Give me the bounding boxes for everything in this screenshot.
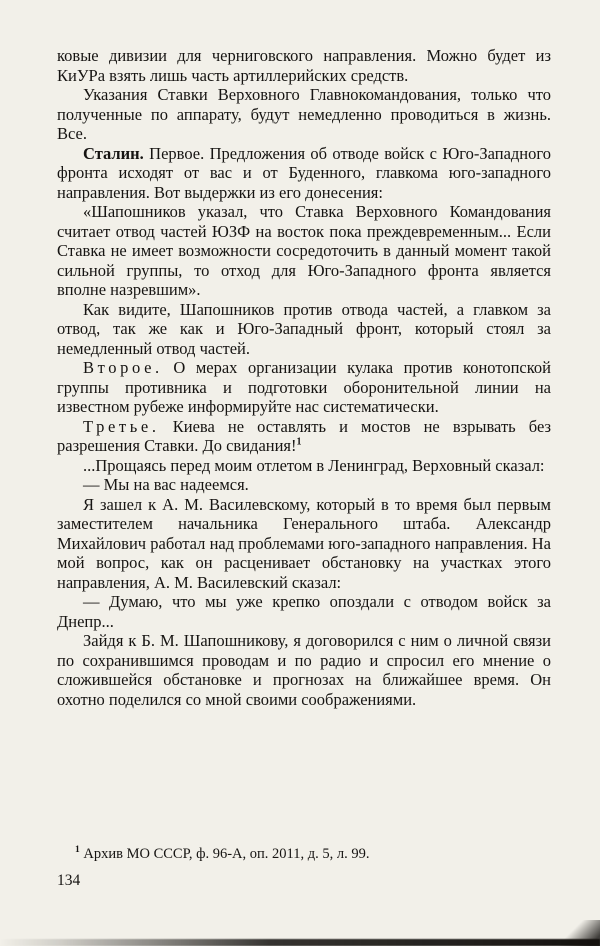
paragraph-text: О мерах организации кулака против конотопской группы противника и подготовки оборонительной линии на известном рубеже информируйте нас систематически. xyxy=(57,358,552,416)
paragraph-dialogue xyxy=(57,475,551,495)
paragraph-dialogue xyxy=(57,592,551,631)
emphasized-lead: Второе. xyxy=(83,358,163,377)
paragraph-text: «Шапошников указал, что Ставка Верховного Командования считает отвод частей ЮЗФ на восток пока преждевременным... Если Ставка не имеет возможности сосредоточить в данный момент такой сильной группы, то отход для Юго-Западного фронта является вполне назревшим». xyxy=(57,202,551,299)
paragraph-text: ...Прощаясь перед моим отлетом в Ленинград, Верховный сказал: xyxy=(83,455,545,475)
page-number: 134 xyxy=(57,872,81,889)
paragraph xyxy=(57,358,551,417)
paragraph-text: Я зашел к А. М. Василевскому, который в то время был первым заместителем начальника Генерального штаба. Александр Михайлович работал над проблемами юго-западного направления. На мой вопрос, как он расценивает обстановку на участках этого направления, А. М. Василевский сказал: xyxy=(57,494,551,592)
paragraph xyxy=(57,631,551,709)
paragraph-quote xyxy=(57,202,551,300)
emphasized-lead: Третье. xyxy=(83,416,160,436)
paragraph xyxy=(57,144,551,203)
paragraph-text: Первое. Предложения об отводе войск с Юго-Западного фронта исходят от вас и от Буденного, главкома юго-западного направления. Вот выдержки из его донесения: xyxy=(57,143,551,202)
paragraph xyxy=(57,495,551,593)
paragraph-text: Как видите, Шапошников против отвода частей, а главком за отвод, так же как и Юго-Западный фронт, который стоял за немедленный отвод частей. xyxy=(57,299,551,358)
paragraph xyxy=(57,456,551,476)
footnote-reference-mark: 1 xyxy=(296,436,302,448)
footnote xyxy=(57,845,551,863)
scan-edge-artifact xyxy=(0,939,600,946)
paragraph-text: — Мы на вас надеемся. xyxy=(83,475,249,494)
paragraph-text: Киева не оставлять и мостов не взрывать без разрешения Ставки. До свидания! xyxy=(57,416,552,455)
speaker-name: Сталин. xyxy=(83,143,144,163)
text-block xyxy=(57,46,551,709)
footnote-marker: 1 xyxy=(75,845,80,856)
paragraph xyxy=(57,85,551,144)
paragraph-text: Указания Ставки Верховного Главнокомандования, только что полученные по аппарату, будут немедленно проводиться в жизнь. Все. xyxy=(57,85,551,143)
paragraph xyxy=(57,300,551,359)
paragraph xyxy=(57,417,551,456)
paragraph xyxy=(57,46,551,85)
paragraph-text: ковые дивизии для черниговского направления. Можно будет из КиУРа взять лишь часть артиллерийских средств. xyxy=(57,46,551,85)
footnote-text: Архив МО СССР, ф. 96-А, оп. 2011, д. 5, л. 99. xyxy=(83,846,370,862)
paragraph-text: — Думаю, что мы уже крепко опоздали с отводом войск за Днепр... xyxy=(57,592,551,631)
paragraph-text: Зайдя к Б. М. Шапошникову, я договорился с ним о личной связи по сохранившимся проводам и по радио и спросил его мнение о сложившейся обстановке и прогнозах на ближайшее время. Он охотно поделился со мной своими соображениями. xyxy=(57,631,551,709)
